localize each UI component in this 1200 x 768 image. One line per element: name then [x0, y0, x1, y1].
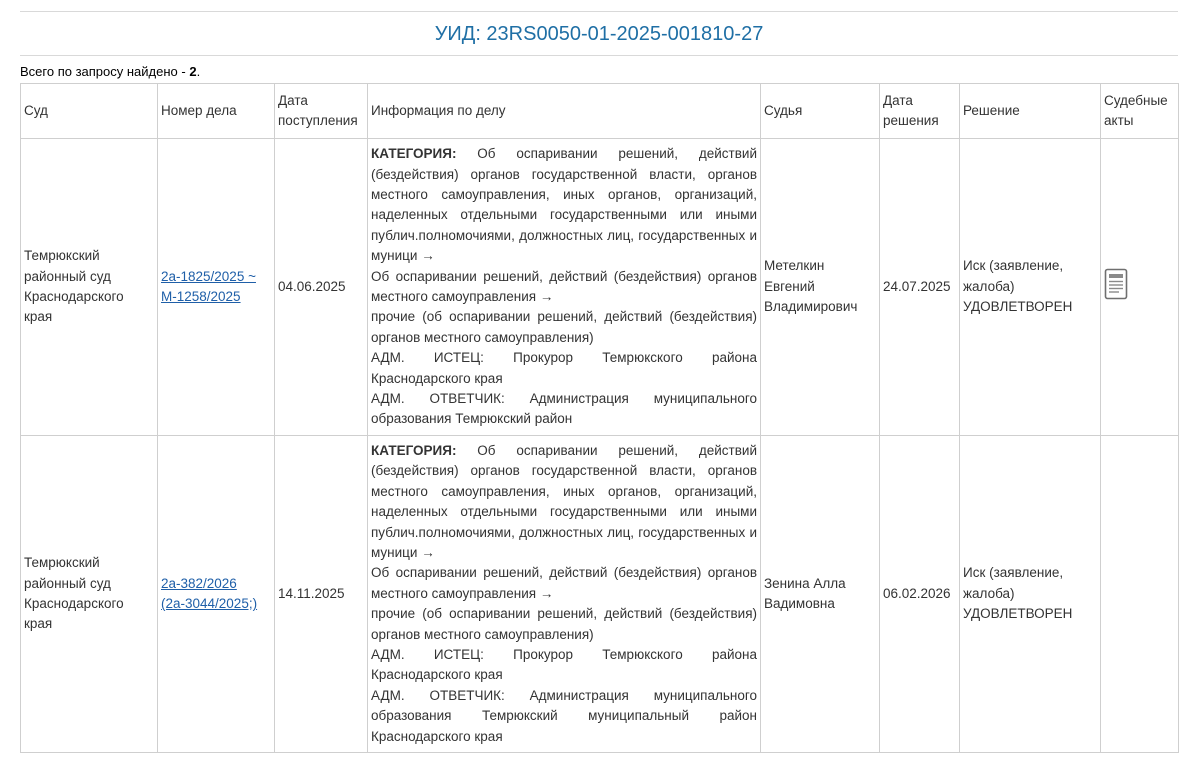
case-subcategory-1: Об оспаривании решений, действий (бездействия) органов местного самоуправления → — [371, 565, 757, 601]
column-header-case-info: Информация по делу — [368, 84, 761, 139]
case-subcategory-2: прочие (об оспаривании решений, действий (бездействия) органов местного самоуправления) — [371, 309, 757, 345]
column-header-court-acts: Судебные акты — [1101, 84, 1179, 139]
column-header-case-number: Номер дела — [158, 84, 275, 139]
results-count — [20, 63, 200, 81]
case-info-cell — [368, 139, 761, 436]
case-number-line2: (2а-3044/2025;) — [161, 596, 258, 611]
case-info-cell — [368, 436, 761, 753]
document-icon[interactable] — [1104, 268, 1128, 300]
case-number-cell — [158, 139, 275, 436]
decision-date-cell: 06.02.2026 — [880, 436, 960, 753]
column-header-decision-date: Дата решения — [880, 84, 960, 139]
page-title: УИД: 23RS0050-01-2025-001810-27 — [434, 23, 764, 45]
category-label: КАТЕГОРИЯ: — [371, 442, 457, 458]
case-subcategory-1: Об оспаривании решений, действий (бездействия) органов местного самоуправления → — [371, 268, 757, 304]
table-header-row — [21, 84, 1179, 139]
case-number-line1: 2а-1825/2025 ~ — [161, 268, 256, 284]
results-count-value: 2 — [189, 64, 197, 79]
category-text: Об оспаривании решений, действий (бездействия) органов государственной власти, органов местного самоуправления, иных органов, организаций, наделенных отдельными государственными или иными публич.полномочиями, должностных лиц, государственных и муници → — [371, 442, 757, 560]
results-count-prefix: Всего по запросу найдено - — [20, 64, 190, 79]
case-number-line2: М-1258/2025 — [161, 289, 241, 304]
category-text: Об оспаривании решений, действий (бездействия) органов государственной власти, органов местного самоуправления, иных органов, организаций, наделенных отдельными государственными или иными публич.полномочиями, должностных лиц, государственных и муници → — [371, 146, 757, 264]
received-date-cell: 04.06.2025 — [275, 139, 368, 436]
received-date-cell: 14.11.2025 — [275, 436, 368, 753]
results-count-suffix: . — [196, 64, 201, 79]
title-divider — [20, 55, 1178, 56]
judge-cell: Метелкин Евгений Владимирович — [761, 139, 880, 436]
decision-date-cell: 24.07.2025 — [880, 139, 960, 436]
column-header-court: Суд — [21, 84, 158, 139]
category-label: КАТЕГОРИЯ: — [371, 146, 457, 162]
decision-cell: Иск (заявление, жалоба) УДОВЛЕТВОРЕН — [960, 436, 1101, 753]
case-category — [371, 441, 757, 563]
case-defendant: АДМ. ОТВЕТЧИК: Администрация муниципального образования Темрюкский район — [371, 391, 757, 427]
table-row — [21, 436, 1179, 753]
column-header-judge: Судья — [761, 84, 880, 139]
court-cell: Темрюкский районный суд Краснодарского края — [21, 436, 158, 753]
court-acts-cell — [1101, 436, 1179, 753]
case-number-link[interactable] — [161, 269, 256, 304]
case-subcategory-2: прочие (об оспаривании решений, действий (бездействия) органов местного самоуправления) — [371, 606, 757, 642]
table-row — [21, 139, 1179, 436]
court-acts-cell — [1101, 139, 1179, 436]
case-category — [371, 144, 757, 266]
case-number-line1: 2а-382/2026 — [161, 575, 237, 591]
case-defendant: АДМ. ОТВЕТЧИК: Администрация муниципального образования Темрюкский муниципальный район Краснодарского края — [371, 687, 757, 744]
judge-cell: Зенина Алла Вадимовна — [761, 436, 880, 753]
case-plaintiff: АДМ. ИСТЕЦ: Прокурор Темрюкского района Краснодарского края — [371, 350, 757, 386]
decision-cell: Иск (заявление, жалоба) УДОВЛЕТВОРЕН — [960, 139, 1101, 436]
court-cell: Темрюкский районный суд Краснодарского края — [21, 139, 158, 436]
cases-table — [20, 83, 1179, 753]
column-header-decision: Решение — [960, 84, 1101, 139]
case-plaintiff: АДМ. ИСТЕЦ: Прокурор Темрюкского района Краснодарского края — [371, 647, 757, 683]
top-divider — [20, 11, 1178, 12]
case-number-link[interactable] — [161, 576, 257, 611]
case-number-cell — [158, 436, 275, 753]
column-header-received-date: Дата поступления — [275, 84, 368, 139]
